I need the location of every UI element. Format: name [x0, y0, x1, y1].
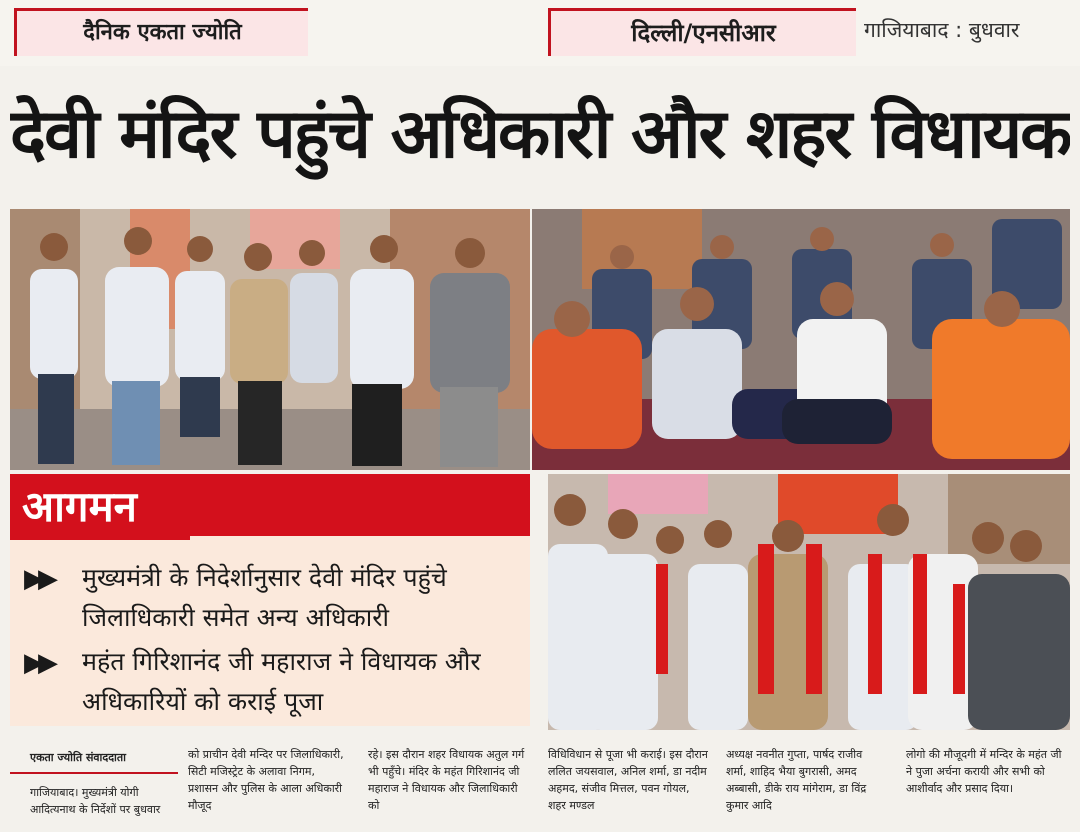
- title-bar-notch: [190, 536, 530, 540]
- highlight-bullet-text: महंत गिरिशानंद जी महाराज ने विधायक और अधिकारियों को कराई पूजा: [82, 647, 481, 716]
- article-body: [0, 730, 1080, 832]
- byline-rule: [10, 772, 178, 774]
- publication-name: दैनिक एकता ज्योति: [14, 8, 308, 56]
- photo-officials-walking: [10, 209, 530, 470]
- headline: देवी मंदिर पहुंचे अधिकारी और शहर विधायक: [10, 95, 1070, 174]
- arrow-icon: ▶▶: [24, 648, 52, 678]
- byline: एकता ज्योति संवाददाता: [30, 751, 126, 764]
- highlight-box: [10, 474, 530, 726]
- photo-group-garlanded: [548, 474, 1070, 730]
- highlight-bullet: [20, 558, 525, 640]
- highlight-title: आगमन: [22, 482, 137, 531]
- article-column: अध्यक्ष नवनीत गुप्ता, पार्षद राजीव शर्मा, शाहिद भैया बुगरासी, अमद अब्बासी, डीके राय मांगेराम, डा विंद्र कुमार आदि: [726, 748, 867, 812]
- edition-label: दिल्ली/एनसीआर: [548, 8, 856, 56]
- highlight-bullet-text: मुख्यमंत्री के निदेर्शानुसार देवी मंदिर पहुंचे जिलाधिकारी समेत अन्य अधिकारी: [82, 563, 447, 632]
- photo-puja-ceremony: [532, 209, 1070, 470]
- dateline: गाजियाबाद : बुधवार: [864, 18, 1020, 42]
- highlight-title-bar: [10, 474, 530, 540]
- article-column: रहे। इस दौरान शहर विधायक अतुल गर्ग भी पहुँचे। मंदिर के महंत गिरिशानंद जी महाराज ने विधायक और जिलाधिकारी को: [368, 748, 525, 812]
- masthead: [0, 0, 1080, 66]
- article-column: लोगो की मौजूदगी में मन्दिर के महंत जी ने पुजा अर्चना करायी और सभी को आशीर्वाद और प्रसाद दिया।: [906, 748, 1062, 795]
- article-column: को प्राचीन देवी मन्दिर पर जिलाधिकारी, सिटी मजिस्ट्रेट के अलावा निगम, प्रशासन और पुलिस के आला अधिकारी मौजूद: [188, 748, 344, 812]
- arrow-icon: ▶▶: [24, 564, 52, 594]
- article-column: गाजियाबाद। मुख्यमंत्री योगी आदित्यनाथ के निर्देशों पर बुधवार: [30, 786, 161, 816]
- highlight-bullet: [20, 642, 525, 724]
- article-column: विधिविधान से पूजा भी कराई। इस दौरान ललित जयसवाल, अनिल शर्मा, डा नदीम अहमद, संजीव मित्तल, पवन गोयल, शहर मण्डल: [548, 748, 708, 812]
